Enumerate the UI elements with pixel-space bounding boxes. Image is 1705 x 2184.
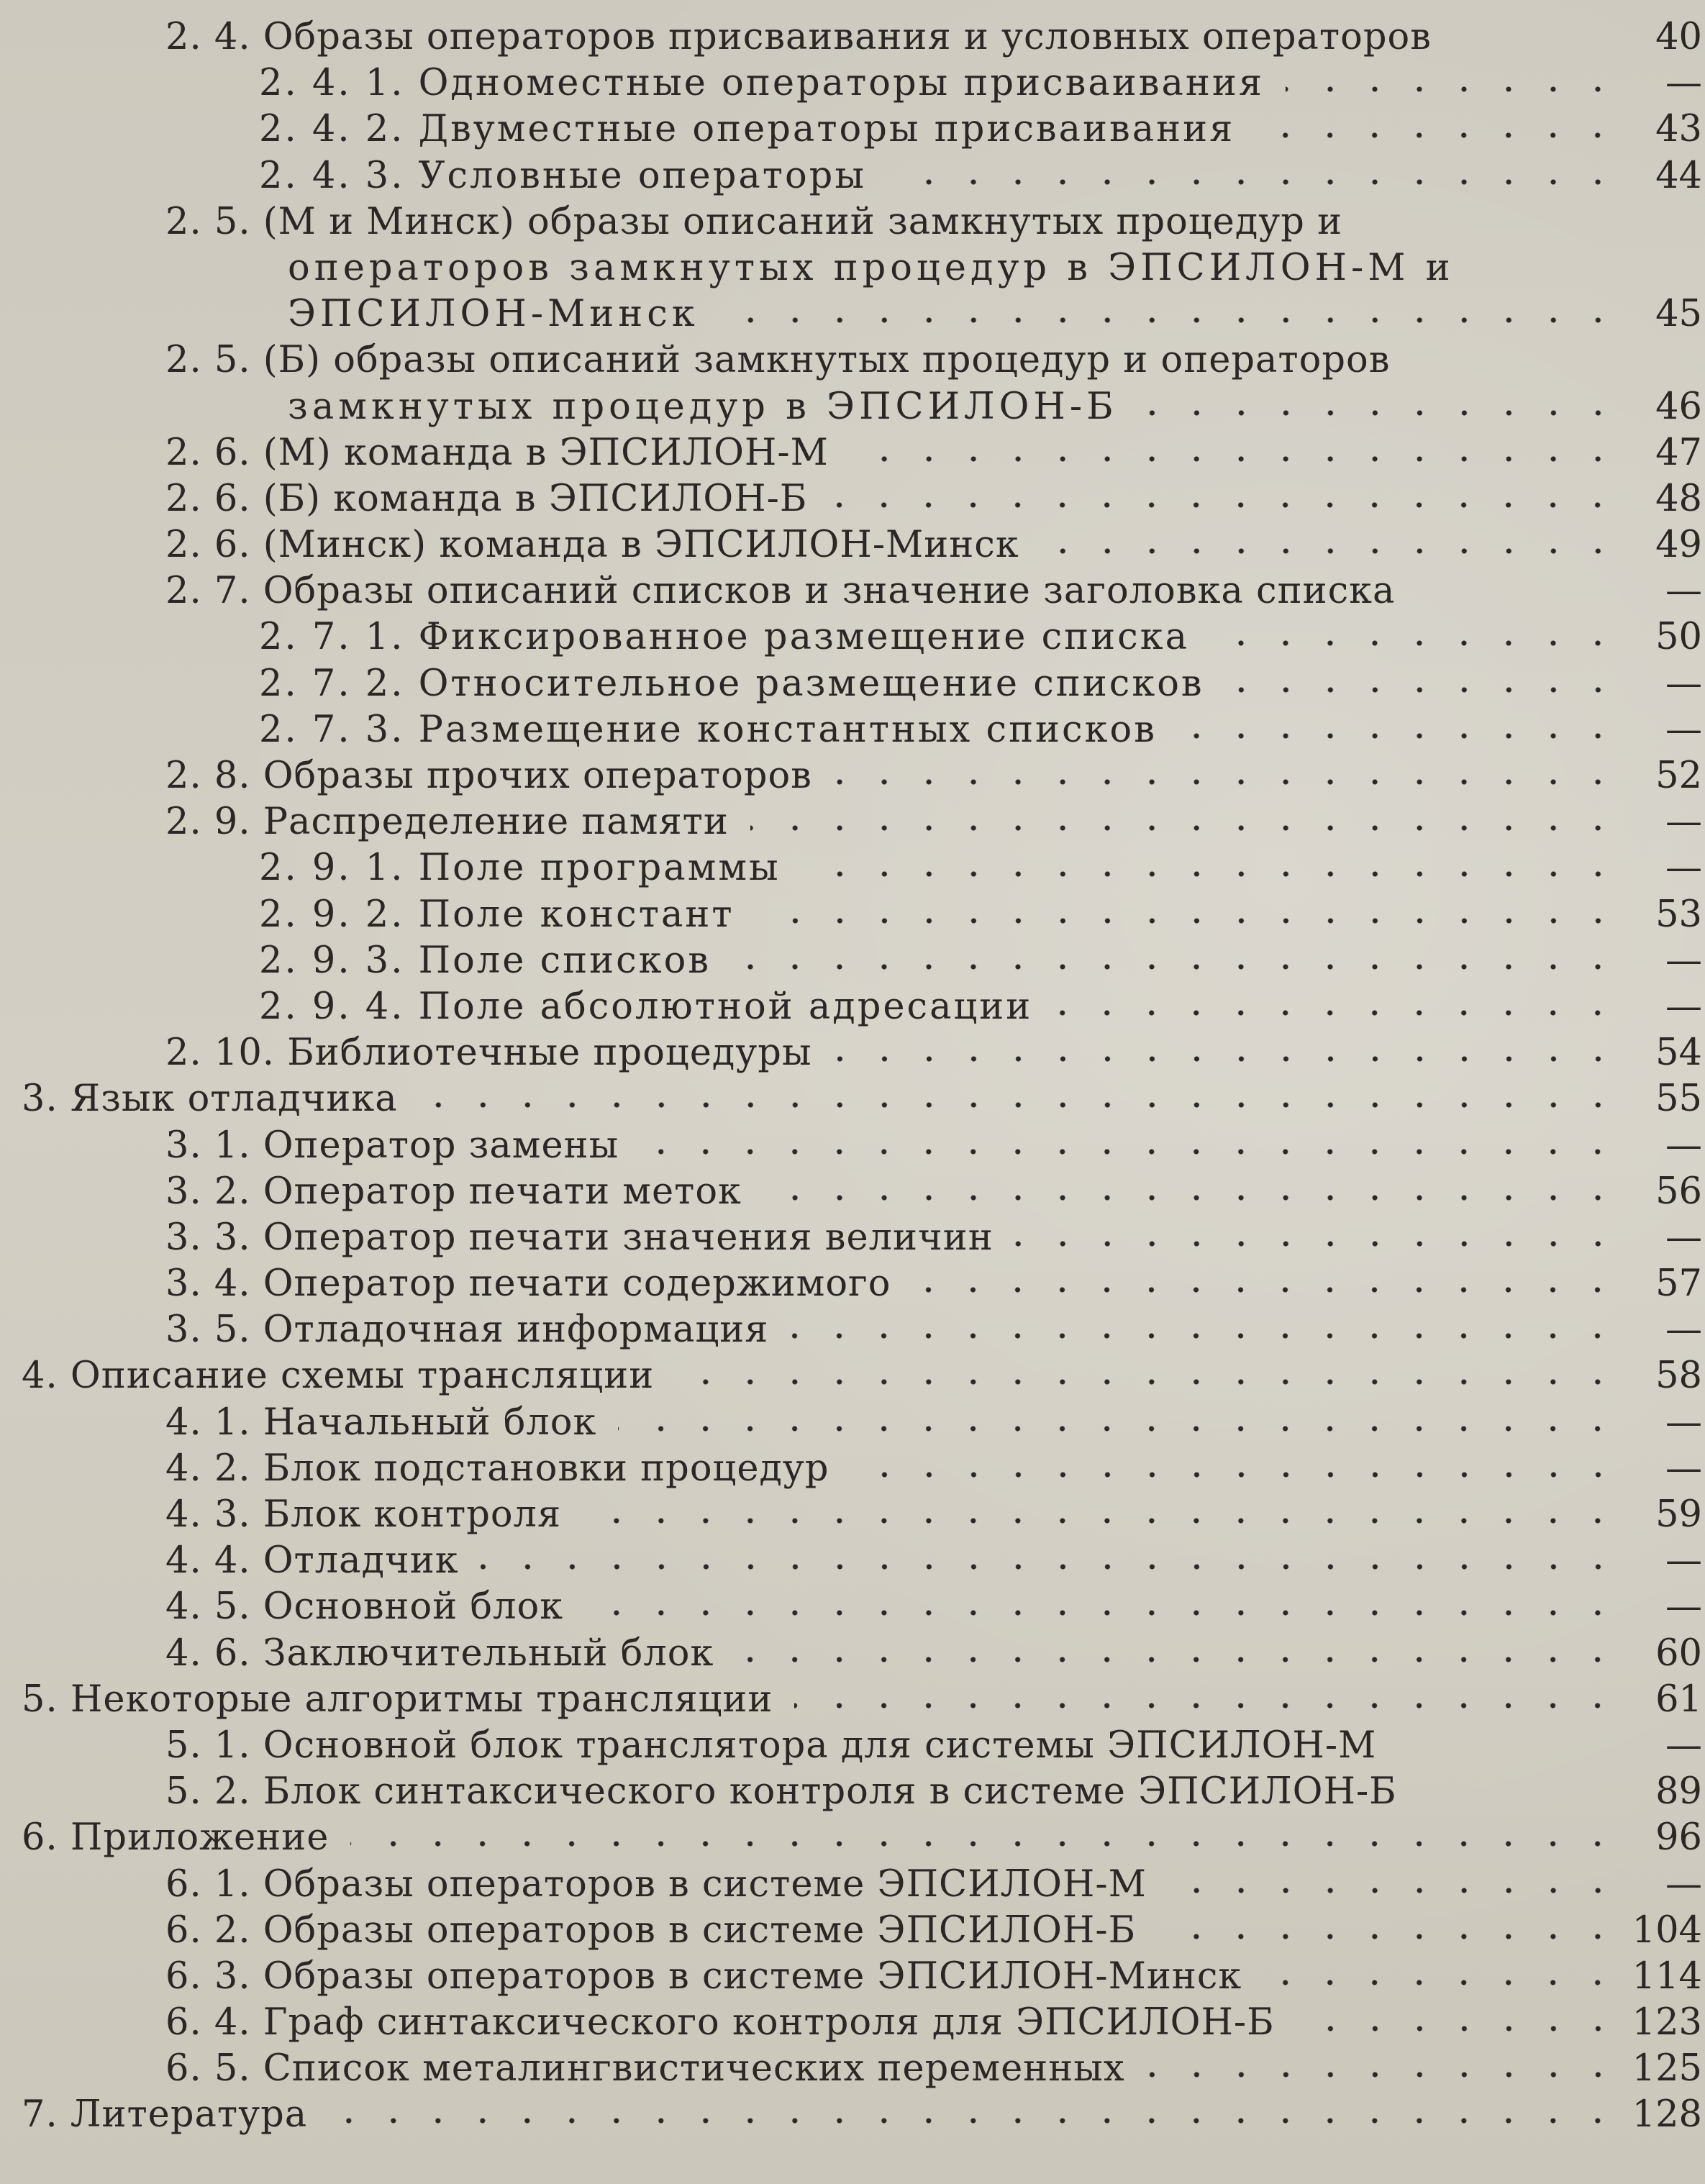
dot-leader <box>1041 522 1626 568</box>
dot-leader <box>790 1307 1626 1353</box>
toc-entry-title: Поле абсолютной адресации <box>418 985 1033 1028</box>
toc-entry <box>0 707 1705 753</box>
dot-leader <box>735 1631 1626 1677</box>
toc-entry <box>0 984 1705 1030</box>
toc-entry-title: замкнутых процедур в ЭПСИЛОН-Б <box>288 385 1118 428</box>
toc-entry-number: 2. 9. 1. <box>259 847 405 890</box>
toc-entry-number: 7. <box>22 2093 58 2137</box>
toc-entry <box>0 14 1705 60</box>
toc-entry <box>0 337 1705 383</box>
toc-entry-page: 48 <box>1655 477 1702 520</box>
toc-entry-page: — <box>1665 1539 1702 1583</box>
toc-entry-label <box>165 1261 891 1307</box>
toc-entry <box>0 1769 1705 1815</box>
toc-entry <box>0 1030 1705 1076</box>
toc-entry-page: 128 <box>1632 2093 1702 2137</box>
dot-leader <box>834 753 1626 799</box>
toc-entry-page: 53 <box>1655 893 1702 936</box>
toc-entry-number: 2. 6. <box>165 524 251 567</box>
toc-entry-label <box>165 1538 459 1584</box>
toc-entry <box>0 1908 1705 1954</box>
toc-entry-title: Список металингвистических переменных <box>263 2047 1125 2090</box>
toc-entry-label <box>165 1908 1136 1954</box>
toc-entry <box>0 1954 1705 2000</box>
toc-entry <box>0 522 1705 568</box>
toc-entry-title: (Минск) команда в ЭПСИЛОН-Минск <box>263 524 1019 567</box>
toc-entry-number: 3. 3. <box>165 1216 251 1259</box>
toc-entry-title: Одноместные операторы присваивания <box>418 62 1265 105</box>
toc-entry-number: 3. 4. <box>165 1262 251 1306</box>
toc-entry-page: 123 <box>1632 2001 1702 2044</box>
toc-entry-page: — <box>1665 1724 1702 1767</box>
toc-entry-label <box>259 845 781 891</box>
toc-entry <box>0 2092 1705 2138</box>
toc-entry-title: Описание схемы трансляции <box>70 1355 655 1398</box>
toc-entry-number: 2. 5. <box>165 339 251 382</box>
dot-leader <box>618 1400 1626 1446</box>
toc-entry-label <box>165 1723 1376 1769</box>
toc-entry-page: — <box>1665 985 1702 1028</box>
toc-entry-title: Блок синтаксического контроля в системе ЭПСИЛОН-Б <box>263 1770 1397 1814</box>
toc-entry-label <box>165 1492 561 1538</box>
toc-entry-page: 89 <box>1655 1770 1702 1814</box>
toc-entry-page: — <box>1665 662 1702 705</box>
toc-entry-number: 2. 4. 2. <box>259 108 405 151</box>
toc-entry-page: 54 <box>1655 1032 1702 1075</box>
toc-entry-number: 6. <box>22 1816 58 1860</box>
toc-entry-page: — <box>1665 1309 1702 1352</box>
toc-entry-label <box>259 153 866 199</box>
dot-leader <box>1211 614 1626 660</box>
toc-entry-label <box>165 799 729 845</box>
toc-entry-number: 2. 7. 3. <box>259 708 405 751</box>
toc-entry <box>0 661 1705 707</box>
toc-entry-page: 49 <box>1655 524 1702 567</box>
toc-entry-label <box>165 2046 1125 2092</box>
toc-entry-page: — <box>1665 1216 1702 1259</box>
toc-entry <box>0 938 1705 984</box>
dot-leader <box>1015 1215 1626 1261</box>
toc-entry-page: 44 <box>1655 154 1702 197</box>
toc-entry-page: — <box>1665 801 1702 844</box>
toc-entry <box>0 60 1705 106</box>
toc-entry-number: 2. 4. 3. <box>259 154 405 197</box>
toc-entry-number: 2. 4. <box>165 16 251 58</box>
toc-entry-title: Образы описаний списков и значение заголовка списка <box>263 570 1396 613</box>
dot-leader <box>1158 1908 1626 1954</box>
dot-leader <box>350 1815 1626 1861</box>
toc-entry-title: операторов замкнутых процедур в ЭПСИЛОН-М и <box>288 246 1455 289</box>
toc-entry <box>0 1492 1705 1538</box>
toc-entry-title: (Б) команда в ЭПСИЛОН-Б <box>263 477 808 520</box>
toc-entry <box>0 1677 1705 1723</box>
toc-entry <box>0 1307 1705 1353</box>
toc-entry-page: 47 <box>1655 431 1702 474</box>
toc-entry-title: (Б) образы описаний замкнутых процедур и операторов <box>263 339 1391 382</box>
toc-entry-title: Относительное размещение списков <box>418 662 1204 705</box>
toc-entry-page: 46 <box>1655 385 1702 428</box>
toc-entry-label <box>259 707 1157 753</box>
toc-entry <box>0 753 1705 799</box>
toc-entry-page: — <box>1665 1585 1702 1629</box>
toc-entry-title: Двуместные операторы присваивания <box>418 108 1235 151</box>
toc-entry-label <box>22 2092 307 2138</box>
toc-entry-label <box>259 614 1189 660</box>
toc-entry-label <box>22 1353 654 1399</box>
toc-entry-number: 2. 8. <box>165 755 251 797</box>
toc-entry-number: 5. 1. <box>165 1724 251 1767</box>
toc-entry-number: 5. <box>22 1678 58 1721</box>
toc-entry-title: Начальный блок <box>263 1401 597 1444</box>
toc-entry-number: 2. 7. 1. <box>259 616 405 659</box>
toc-entry-page: 114 <box>1632 1955 1702 1998</box>
dot-leader <box>583 1492 1626 1538</box>
toc-entry-page: — <box>1665 1862 1702 1906</box>
dot-leader <box>763 1169 1626 1215</box>
toc-entry-page: — <box>1665 708 1702 751</box>
toc-entry-label <box>259 661 1204 707</box>
toc-entry-title: Заключительный блок <box>263 1632 714 1675</box>
dot-leader <box>794 1677 1626 1723</box>
toc-entry-number: 4. 6. <box>165 1632 251 1675</box>
toc-entry <box>0 1353 1705 1399</box>
toc-entry-page: 43 <box>1655 108 1702 151</box>
toc-entry-page: 104 <box>1632 1908 1702 1952</box>
toc-entry-label <box>165 2000 1275 2046</box>
toc-entry <box>0 568 1705 614</box>
toc-entry-page: — <box>1665 570 1702 613</box>
toc-entry-number: 4. 1. <box>165 1401 251 1444</box>
toc-entry-title: Приложение <box>70 1816 329 1860</box>
toc-entry-label <box>259 60 1264 106</box>
toc-entry-number: 3. 2. <box>165 1170 251 1213</box>
toc-entry-title: Фиксированное размещение списка <box>418 616 1190 659</box>
dot-leader <box>1256 106 1626 153</box>
toc-entry <box>0 1169 1705 1215</box>
toc-entry-title: Отладчик <box>263 1539 459 1583</box>
toc-entry <box>0 245 1705 291</box>
dot-leader <box>329 2092 1626 2138</box>
toc-entry-label <box>165 14 1432 60</box>
toc-entry-label <box>165 476 807 522</box>
toc-entry <box>0 1076 1705 1122</box>
toc-entry-number: 4. 5. <box>165 1585 251 1629</box>
toc-entry-number: 4. <box>22 1355 58 1398</box>
toc-entry-page: 58 <box>1655 1355 1702 1398</box>
toc-entry-page: — <box>1665 939 1702 982</box>
dot-leader <box>1263 1954 1626 2000</box>
toc-entry-label <box>165 1769 1397 1815</box>
toc-entry-title: Основной блок <box>263 1585 564 1629</box>
dot-leader <box>1286 60 1626 106</box>
toc-entry-label <box>165 522 1019 568</box>
dot-leader <box>912 1261 1626 1307</box>
toc-entry-page: 61 <box>1655 1678 1702 1721</box>
toc-entry-title: Оператор печати значения величин <box>263 1216 994 1259</box>
toc-entry <box>0 1400 1705 1446</box>
toc-entry-number: 6. 1. <box>165 1862 251 1906</box>
toc-entry-number: 2. 7. 2. <box>259 662 405 705</box>
toc-entry <box>0 476 1705 522</box>
toc-entry-label <box>165 1123 619 1169</box>
toc-entry-page: 125 <box>1632 2047 1702 2090</box>
toc-entry-page: 55 <box>1655 1078 1702 1121</box>
dot-leader <box>1168 1862 1626 1908</box>
toc-entry-page: 59 <box>1655 1493 1702 1536</box>
toc-entry-label <box>259 938 711 984</box>
toc-entry <box>0 384 1705 430</box>
dot-leader <box>481 1538 1626 1584</box>
toc-entry-title: Некоторые алгоритмы трансляции <box>70 1678 773 1721</box>
toc-entry-label <box>22 1076 398 1122</box>
toc-entry-page: 52 <box>1655 755 1702 797</box>
toc-entry-title: Образы операторов в системе ЭПСИЛОН-Б <box>263 1908 1137 1952</box>
toc-entry-label <box>165 1584 563 1630</box>
toc-entry <box>0 2000 1705 2046</box>
toc-entry-page: 56 <box>1655 1170 1702 1213</box>
toc-entry-number: 2. 9. 3. <box>259 939 405 982</box>
toc-entry-number: 2. 6. <box>165 431 251 474</box>
toc-entry <box>0 1584 1705 1630</box>
toc-entry <box>0 1631 1705 1677</box>
toc-entry <box>0 1215 1705 1261</box>
toc-entry-page: — <box>1665 62 1702 105</box>
toc-entry-page: — <box>1665 1124 1702 1167</box>
dot-leader <box>850 430 1626 476</box>
toc-entry-number: 2. 7. <box>165 570 251 613</box>
toc-entry-label <box>259 106 1235 153</box>
toc-entry-label <box>165 1400 596 1446</box>
toc-entry <box>0 892 1705 938</box>
toc-entry-label <box>165 1030 812 1076</box>
toc-entry <box>0 1261 1705 1307</box>
toc-entry-title: Библиотечные процедуры <box>287 1032 812 1075</box>
toc-entry <box>0 153 1705 199</box>
dot-leader <box>721 291 1626 337</box>
dot-leader <box>640 1123 1626 1169</box>
toc-entry <box>0 2046 1705 2092</box>
toc-entry-page: 40 <box>1655 16 1702 58</box>
dot-leader <box>888 153 1626 199</box>
toc-entry-label <box>22 1677 773 1723</box>
toc-entry-number: 4. 4. <box>165 1539 251 1583</box>
dot-leader <box>676 1353 1626 1399</box>
toc-entry-title: (М) команда в ЭПСИЛОН-М <box>263 431 829 474</box>
toc-entry-label <box>165 1862 1147 1908</box>
toc-entry-label <box>165 1631 714 1677</box>
toc-entry-label <box>165 337 1390 383</box>
toc-entry-number: 2. 6. <box>165 477 251 520</box>
toc-entry-label <box>165 1215 994 1261</box>
toc-entry-title: Образы операторов в системе ЭПСИЛОН-Минск <box>263 1955 1242 1998</box>
toc-entry-number: 2. 5. <box>165 200 251 243</box>
toc-entry-title: Распределение памяти <box>263 801 729 844</box>
dot-leader <box>1054 984 1626 1030</box>
toc-entry-number: 4. 2. <box>165 1447 251 1490</box>
toc-entry-page: 96 <box>1655 1816 1702 1860</box>
dot-leader <box>1147 2046 1626 2092</box>
dot-leader <box>732 938 1626 984</box>
toc-entry-title: Поле списков <box>418 939 711 982</box>
toc-entry-title: Блок подстановки процедур <box>263 1447 829 1490</box>
toc-entry-label <box>165 199 1342 245</box>
toc-entry-number: 2. 10. <box>165 1032 275 1075</box>
toc-entry-title: Размещение константных списков <box>418 708 1157 751</box>
toc-entry-number: 4. 3. <box>165 1493 251 1536</box>
table-of-contents <box>0 14 1705 2139</box>
toc-entry-number: 6. 4. <box>165 2001 251 2044</box>
toc-entry-title: Отладочная информация <box>263 1309 769 1352</box>
toc-entry-label <box>165 1307 768 1353</box>
dot-leader <box>802 845 1626 891</box>
toc-entry <box>0 430 1705 476</box>
toc-entry-label <box>165 1446 829 1492</box>
toc-entry-number: 2. 9. <box>165 801 251 844</box>
dot-leader <box>851 1446 1626 1492</box>
toc-entry-label <box>165 753 812 799</box>
toc-entry-title: Оператор печати меток <box>263 1170 742 1213</box>
toc-entry <box>0 845 1705 891</box>
toc-entry <box>0 1862 1705 1908</box>
toc-entry-page: — <box>1665 847 1702 890</box>
toc-entry-title: Образы прочих операторов <box>263 755 812 797</box>
toc-entry-title: Образы операторов присваивания и условных операторов <box>263 16 1432 58</box>
dot-leader <box>756 892 1626 938</box>
dot-leader <box>834 1030 1626 1076</box>
toc-entry-title: Поле констант <box>418 893 735 936</box>
toc-entry-title: Литература <box>70 2093 308 2137</box>
toc-entry-page: — <box>1665 1447 1702 1490</box>
toc-entry-label <box>165 1954 1242 2000</box>
toc-entry-page: — <box>1665 1401 1702 1444</box>
dot-leader <box>750 799 1626 845</box>
toc-entry <box>0 291 1705 337</box>
dot-leader <box>1178 707 1626 753</box>
toc-entry <box>0 1538 1705 1584</box>
dot-leader <box>585 1584 1626 1630</box>
dot-leader <box>1296 2000 1626 2046</box>
toc-entry-page: 50 <box>1655 616 1702 659</box>
toc-entry-title: Условные операторы <box>418 154 866 197</box>
toc-entry <box>0 1446 1705 1492</box>
toc-entry-title: Образы операторов в системе ЭПСИЛОН-М <box>263 1862 1147 1906</box>
toc-entry-number: 3. 1. <box>165 1124 251 1167</box>
toc-entry <box>0 1723 1705 1769</box>
toc-entry-label <box>165 568 1395 614</box>
toc-entry-title: (М и Минск) образы описаний замкнутых процедур и <box>263 200 1343 243</box>
toc-entry-label <box>259 892 735 938</box>
toc-entry <box>0 199 1705 245</box>
dot-leader <box>1226 661 1626 707</box>
dot-leader <box>419 1076 1626 1122</box>
toc-entry-title: Блок контроля <box>263 1493 562 1536</box>
dot-leader <box>1140 384 1626 430</box>
toc-entry-number: 5. 2. <box>165 1770 251 1814</box>
toc-entry-title: Граф синтаксического контроля для ЭПСИЛОН-Б <box>263 2001 1275 2044</box>
toc-entry-title: ЭПСИЛОН-Минск <box>288 293 699 336</box>
toc-entry-label <box>259 984 1032 1030</box>
toc-entry-page: 57 <box>1655 1262 1702 1306</box>
toc-entry-number: 6. 5. <box>165 2047 251 2090</box>
toc-entry-title: Основной блок транслятора для системы ЭПСИЛОН-М <box>263 1724 1377 1767</box>
toc-entry-number: 2. 4. 1. <box>259 62 405 105</box>
toc-entry-title: Оператор печати содержимого <box>263 1262 891 1306</box>
toc-entry <box>0 106 1705 153</box>
toc-entry-number: 3. 5. <box>165 1309 251 1352</box>
toc-entry <box>0 799 1705 845</box>
toc-entry-number: 2. 9. 2. <box>259 893 405 936</box>
toc-entry-label <box>165 1169 742 1215</box>
toc-entry-title: Оператор замены <box>263 1124 619 1167</box>
toc-entry-number: 2. 9. 4. <box>259 985 405 1028</box>
dot-leader <box>829 476 1626 522</box>
toc-entry <box>0 614 1705 660</box>
toc-entry <box>0 1815 1705 1861</box>
toc-entry <box>0 1123 1705 1169</box>
toc-entry-number: 3. <box>22 1078 58 1121</box>
toc-entry-number: 6. 3. <box>165 1955 251 1998</box>
toc-entry-page: 45 <box>1655 293 1702 336</box>
toc-entry-page: 60 <box>1655 1632 1702 1675</box>
toc-entry-label <box>165 430 829 476</box>
toc-entry-title: Поле программы <box>418 847 781 890</box>
toc-entry-number: 6. 2. <box>165 1908 251 1952</box>
toc-entry-label <box>22 1815 329 1861</box>
toc-entry-title: Язык отладчика <box>70 1078 398 1121</box>
